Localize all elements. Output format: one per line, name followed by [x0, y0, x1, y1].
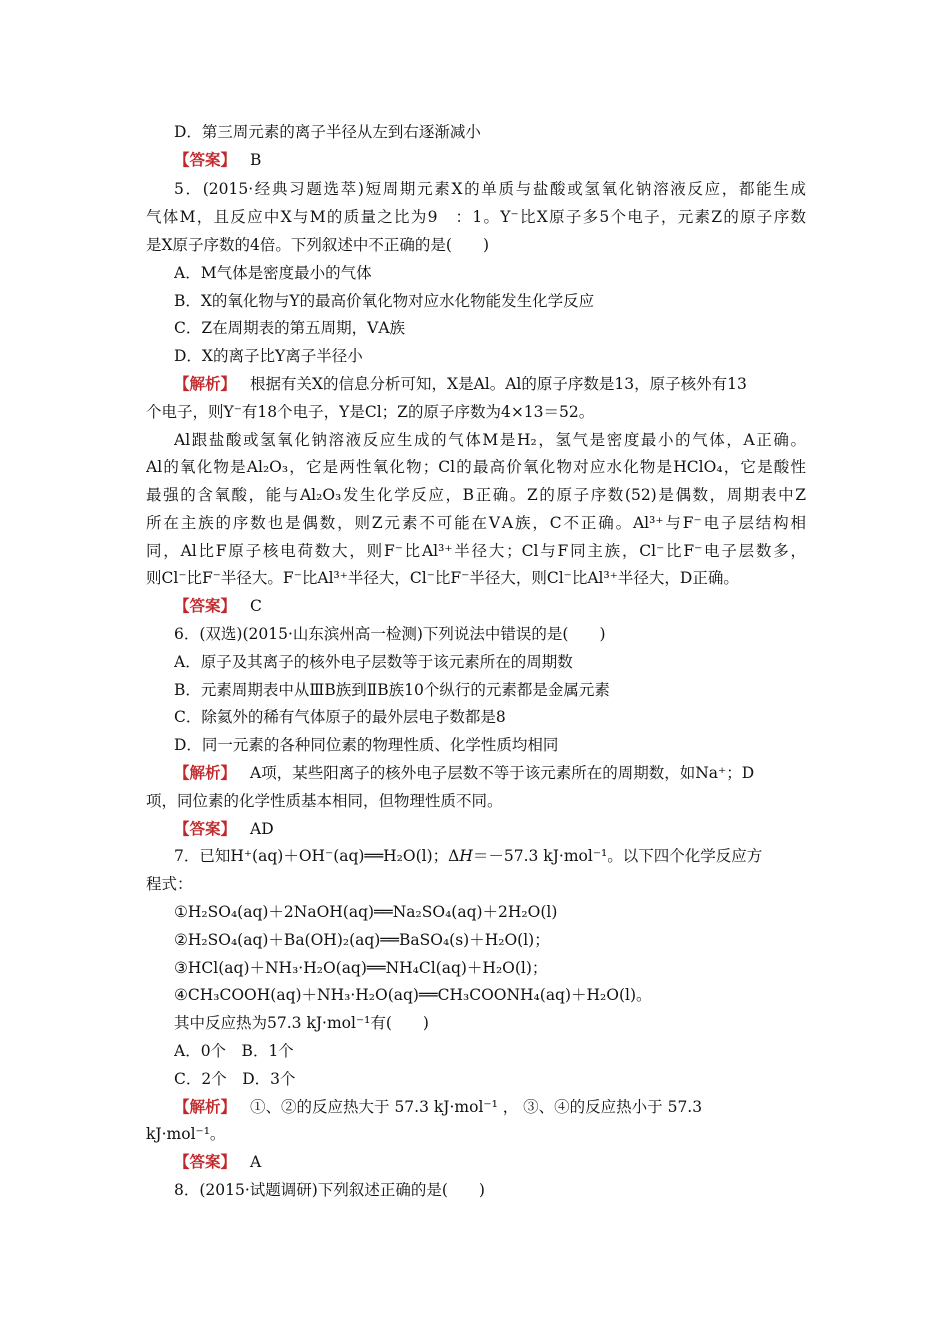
q5-analysis-line-3: Al跟盐酸或氢氧化钠溶液反应生成的气体M是H₂，氢气是密度最小的气体，A正确。	[174, 431, 806, 449]
answer-label: 【答案】	[174, 1152, 237, 1171]
analysis-label: 【解析】	[174, 763, 237, 782]
q8-stem: 8．(2015·试题调研)下列叙述正确的是( )	[174, 1181, 485, 1199]
q6-answer: AD	[250, 820, 274, 838]
q7-answer: A	[250, 1153, 262, 1171]
q6-analysis-line-1	[174, 759, 806, 787]
q5-option-b: B．X的氧化物与Y的最高价氧化物对应水化物能发生化学反应	[174, 292, 595, 310]
q6-analysis-line-2: 项，同位素的化学性质基本相同，但物理性质不同。	[146, 792, 503, 810]
q7-equation-1: ①H₂SO₄(aq)＋2NaOH(aq)══Na₂SO₄(aq)＋2H₂O(l)	[174, 903, 558, 921]
answer-label: 【答案】	[174, 819, 237, 838]
q7-stem-h: H	[459, 847, 473, 865]
q5-stem-line-3: 是X原子序数的4倍。下列叙述中不正确的是( )	[146, 236, 489, 254]
q7-equation-3: ③HCl(aq)＋NH₃·H₂O(aq)══NH₄Cl(aq)＋H₂O(l)；	[174, 959, 548, 977]
q4-option-d: D．第三周元素的离子半径从左到右逐渐减小	[174, 123, 481, 141]
q5-option-c: C．Z在周期表的第五周期，ⅤA族	[174, 319, 406, 337]
analysis-label: 【解析】	[174, 374, 237, 393]
q5-analysis-line-5: 最强的含氧酸，能与Al₂O₃发生化学反应，B正确。Z的原子序数(52)是偶数，周期表中Z	[146, 486, 806, 504]
q5-answer: C	[250, 597, 262, 615]
q7-options-row-1: A．0个 B．1个	[174, 1042, 294, 1060]
q4-answer: B	[250, 151, 262, 169]
q7-question: 其中反应热为57.3 kJ·mol⁻¹有( )	[174, 1014, 429, 1032]
q5-analysis-line-4: Al的氧化物是Al₂O₃，它是两性氧化物；Cl的最高价氧化物对应水化物是HClO₄，它是酸性	[146, 458, 806, 476]
q5-stem-line-2: 气体M，且反应中X与M的质量之比为9 ：1。Y⁻比X原子多5个电子，元素Z的原子序数	[146, 208, 806, 226]
q7-analysis-line-1	[174, 1093, 806, 1121]
q7-analysis-line-2: kJ·mol⁻¹。	[146, 1125, 226, 1143]
q4-answer-line	[174, 146, 806, 174]
q6-stem: 6．(双选)(2015·山东滨州高一检测)下列说法中错误的是( )	[174, 625, 606, 643]
q6-option-d: D．同一元素的各种同位素的物理性质、化学性质均相同	[174, 736, 559, 754]
q5-analysis-line-6: 所在主族的序数也是偶数，则Z元素不可能在ⅤA族，C不正确。Al³⁺与F⁻电子层结构相	[146, 514, 806, 532]
q5-option-d: D．X的离子比Y离子半径小	[174, 347, 363, 365]
q7-equation-2: ②H₂SO₄(aq)＋Ba(OH)₂(aq)══BaSO₄(s)＋H₂O(l)；	[174, 931, 550, 949]
answer-label: 【答案】	[174, 150, 237, 169]
q5-analysis-line-1	[174, 370, 806, 398]
q6-answer-line	[174, 815, 806, 843]
q7-options-row-2: C．2个 D．3个	[174, 1070, 296, 1088]
q6-option-b: B．元素周期表中从ⅢB族到ⅡB族10个纵行的元素都是金属元素	[174, 681, 610, 699]
q7-answer-line	[174, 1148, 806, 1176]
q7-stem-line-2: 程式：	[146, 875, 193, 893]
q7-analysis-text-1: ①、②的反应热大于 57.3 kJ·mol⁻¹ ， ③、④的反应热小于 57.3	[250, 1098, 703, 1116]
q6-option-c: C．除氦外的稀有气体原子的最外层电子数都是8	[174, 708, 506, 726]
q5-option-a: A．M气体是密度最小的气体	[174, 264, 372, 282]
answer-label: 【答案】	[174, 596, 237, 615]
q5-analysis-text-1: 根据有关X的信息分析可知，X是Al。Al的原子序数是13，原子核外有13	[250, 375, 747, 393]
q5-analysis-line-7: 同，Al比F原子核电荷数大，则F⁻比Al³⁺半径大；Cl与F同主族，Cl⁻比F⁻电子层数多，	[146, 542, 806, 560]
q7-stem-b: ＝－57.3 kJ·mol⁻¹。以下四个化学反应方	[472, 847, 763, 865]
q6-analysis-text-1: A项，某些阳离子的核外电子层数不等于该元素所在的周期数，如Na⁺；D	[250, 764, 755, 782]
q5-analysis-line-8: 则Cl⁻比F⁻半径大。F⁻比Al³⁺半径大，Cl⁻比F⁻半径大，则Cl⁻比Al³⁺半径大，D正确。	[146, 569, 739, 587]
analysis-label: 【解析】	[174, 1097, 237, 1116]
q5-stem-line-1: 5．(2015·经典习题选萃)短周期元素X的单质与盐酸或氢氧化钠溶液反应，都能生成	[174, 180, 806, 198]
q7-equation-4: ④CH₃COOH(aq)＋NH₃·H₂O(aq)══CH₃COONH₄(aq)＋H₂O(l)。	[174, 986, 652, 1004]
q5-answer-line	[174, 592, 806, 620]
q5-analysis-line-2: 个电子，则Y⁻有18个电子，Y是Cl；Z的原子序数为4×13＝52。	[146, 403, 595, 421]
q6-option-a: A．原子及其离子的核外电子层数等于该元素所在的周期数	[174, 653, 573, 671]
q7-stem-a: 7．已知H⁺(aq)＋OH⁻(aq)══H₂O(l)；Δ	[174, 847, 460, 865]
q7-stem-line-1	[174, 842, 806, 870]
